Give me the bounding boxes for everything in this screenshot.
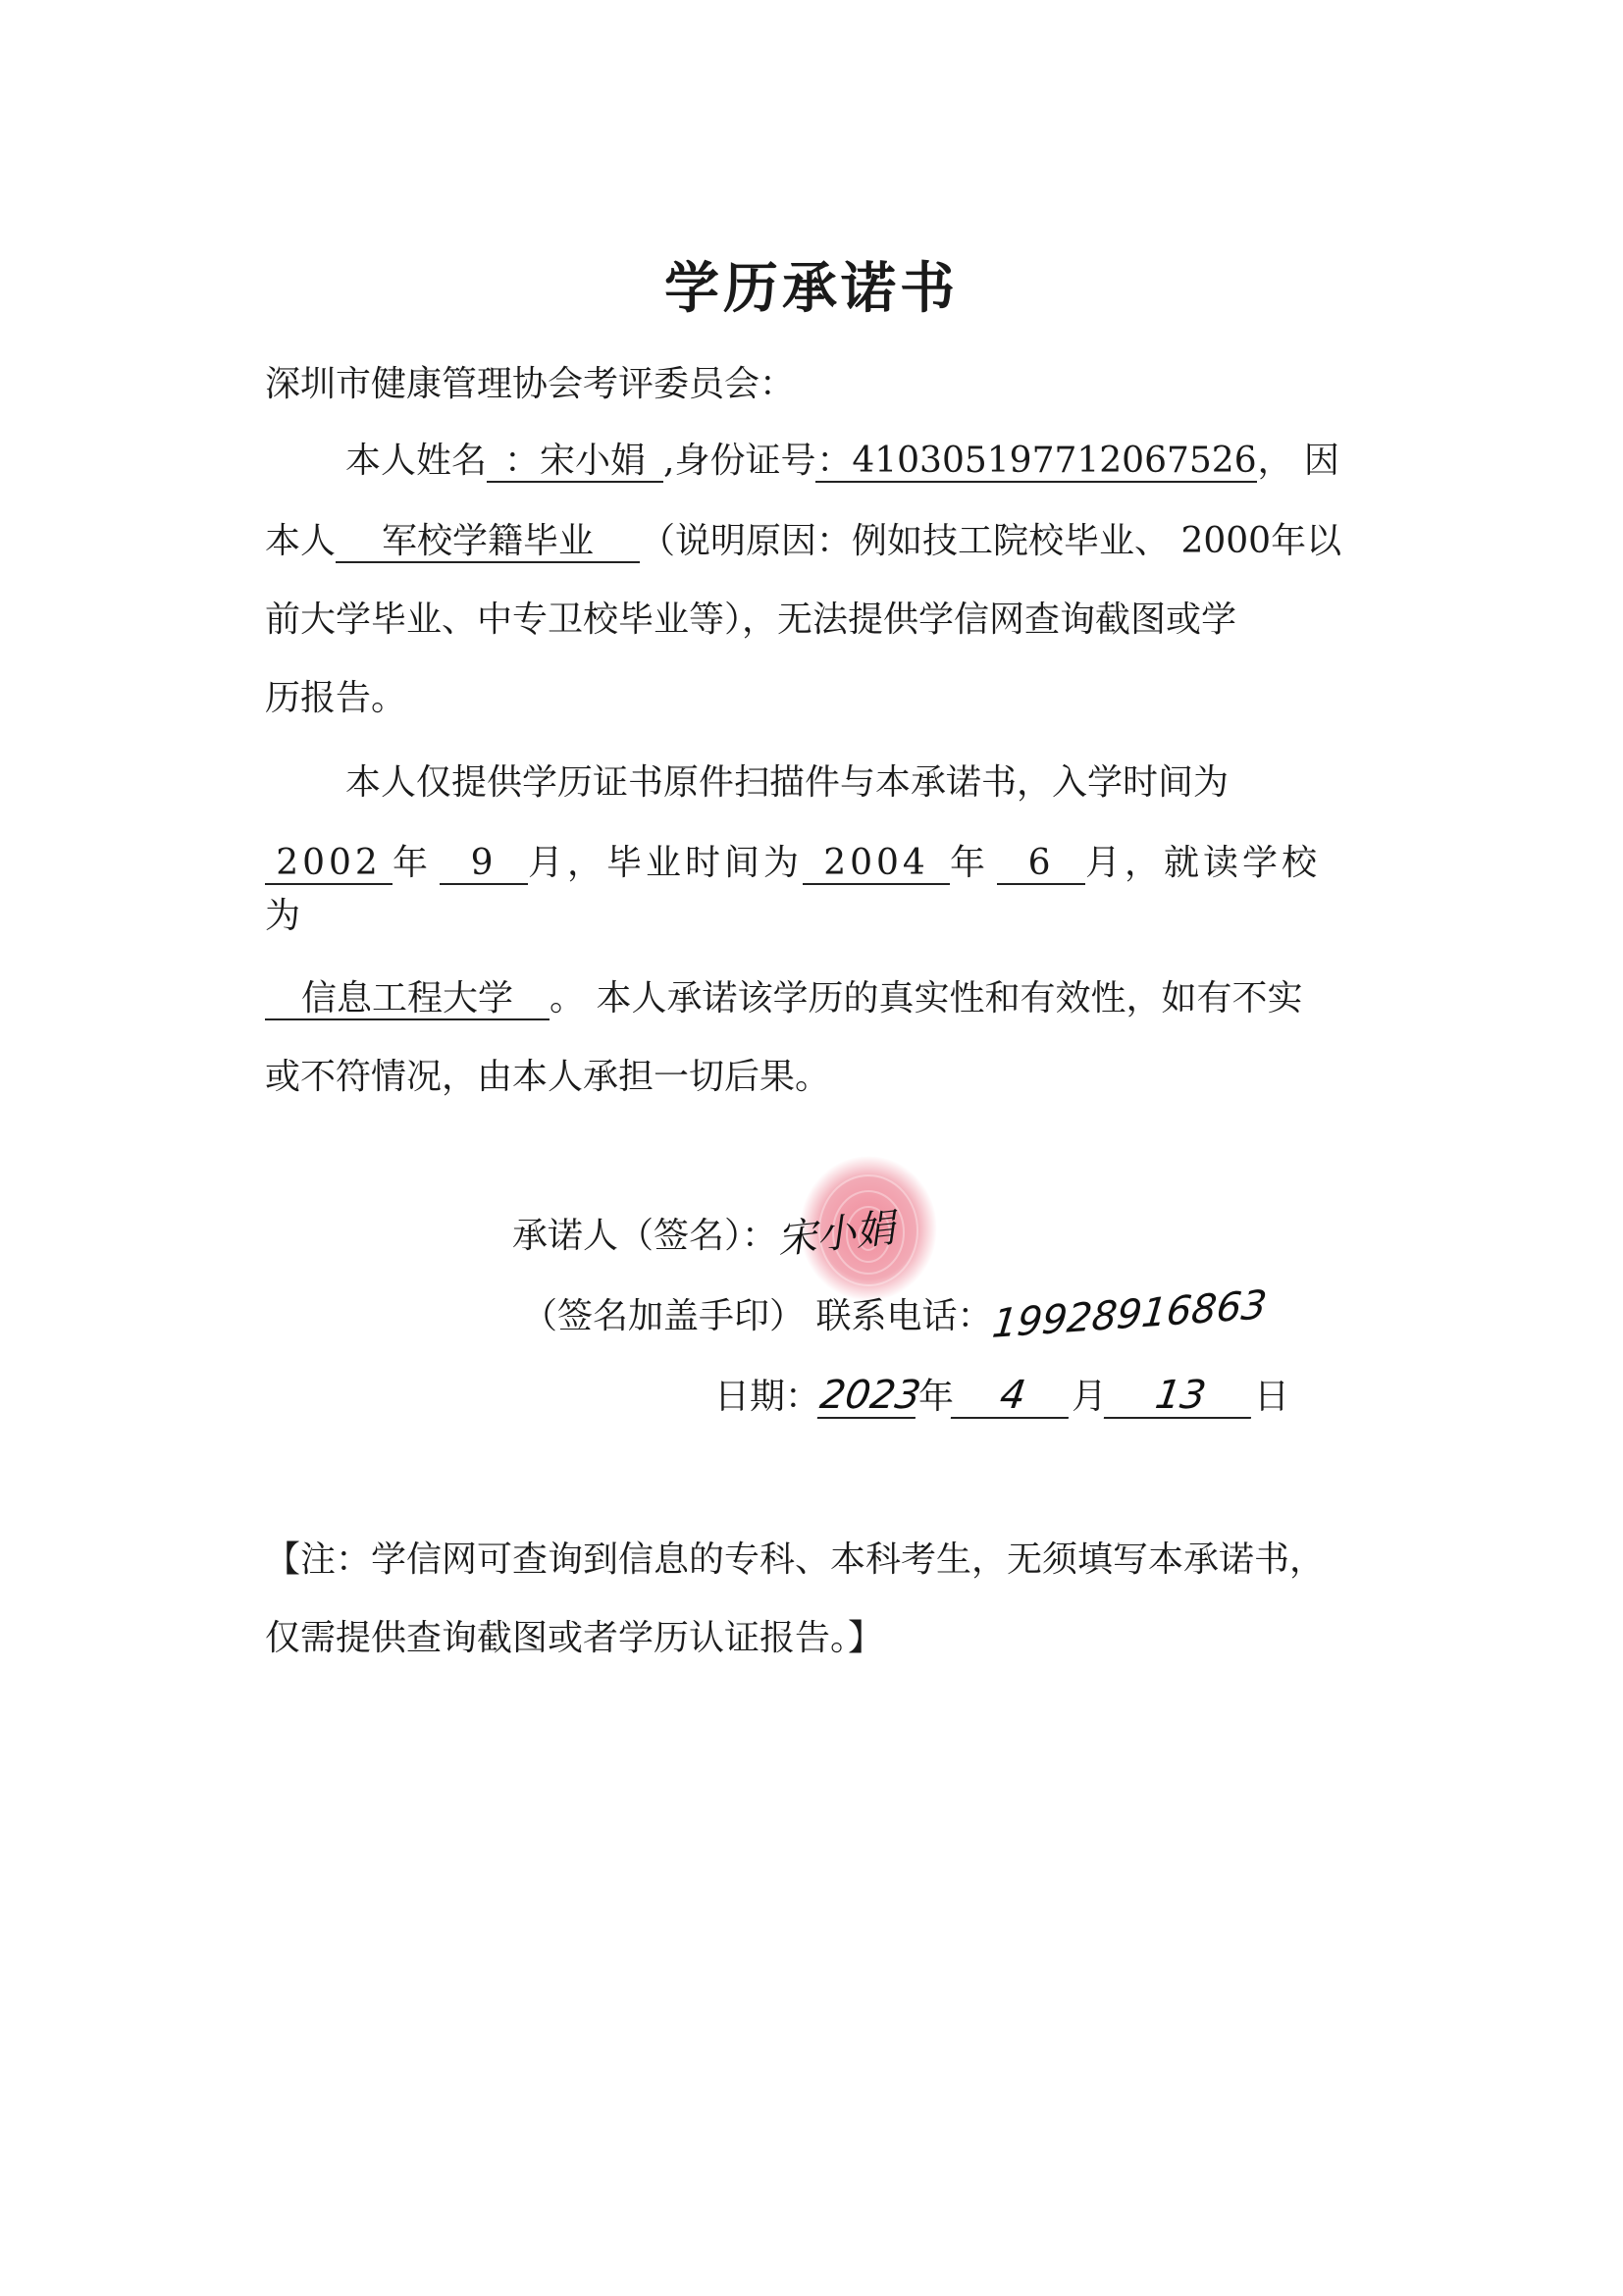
id-label: ,身份证号 [663, 441, 816, 481]
p1-line1 [345, 438, 1339, 485]
date-day-value: 13 [1104, 1374, 1257, 1419]
date-year-char: 年 [918, 1377, 955, 1417]
date-line [714, 1374, 1289, 1421]
phone-value: 19928916863 [990, 1282, 1270, 1347]
school-value: 信息工程大学 [265, 979, 550, 1020]
addressee: 深圳市健康管理协会考评委员会： [265, 364, 796, 404]
grad-mid: 月，毕业时间为 [528, 843, 804, 883]
p1-line2-prefix: 本人 [265, 521, 337, 561]
reason-value: 军校学籍毕业 [336, 522, 640, 563]
p1-line2-rest: （说明原因：例如技工院校毕业、 2000年以 [640, 521, 1342, 561]
signature-line [512, 1205, 898, 1264]
handwritten-signature: 宋小娟 [774, 1205, 898, 1264]
name-value: ：宋小娟 [487, 442, 663, 483]
school-tail: 。 本人承诺该学历的真实性和有效性，如有不实 [550, 978, 1303, 1018]
date-day-char: 日 [1254, 1377, 1290, 1417]
enroll-month-value: 9 [440, 844, 528, 885]
grad-tail: 月，就读学校 [1085, 843, 1322, 883]
date-month-value: 4 [951, 1374, 1074, 1419]
p1-line1-tail: ， 因 [1257, 441, 1339, 481]
p2-line4 [265, 975, 1302, 1022]
note-line2: 仅需提供查询截图或者学历认证报告。】 [265, 1618, 884, 1658]
p2-line1: 本人仅提供学历证书原件扫描件与本承诺书，入学时间为 [345, 762, 1230, 803]
document-title: 学历承诺书 [664, 257, 959, 321]
note-line1: 【注：学信网可查询到信息的专科、本科考生，无须填写本承诺书， [265, 1539, 1326, 1580]
contact-line [522, 1282, 1270, 1347]
p2-line5: 或不符情况，由本人承担一切后果。 [265, 1057, 831, 1097]
name-label: 本人姓名 [345, 441, 488, 481]
grad-year-char: 年 [950, 843, 990, 883]
id-number-value: ：410305197712067526 [816, 441, 1257, 481]
enroll-year-char: 年 [393, 843, 433, 883]
date-label: 日期： [714, 1377, 821, 1417]
signature-label: 承诺人（签名）： [512, 1216, 778, 1256]
p1-line3: 前大学毕业、中专卫校毕业等），无法提供学信网查询截图或学 [265, 600, 1237, 640]
p1-line4: 历报告。 [265, 678, 407, 718]
p2-line3: 为 [265, 896, 301, 936]
grad-month-value: 6 [997, 844, 1085, 885]
signature-note: （签名加盖手印） 联系电话： [522, 1296, 993, 1336]
p2-line2 [265, 840, 1321, 887]
date-month-char: 月 [1072, 1377, 1108, 1417]
enroll-year-value: 2002 [265, 844, 393, 885]
date-year-value: 2023 [816, 1373, 924, 1418]
grad-year-value: 2004 [803, 844, 950, 885]
p1-line2 [265, 518, 1341, 565]
